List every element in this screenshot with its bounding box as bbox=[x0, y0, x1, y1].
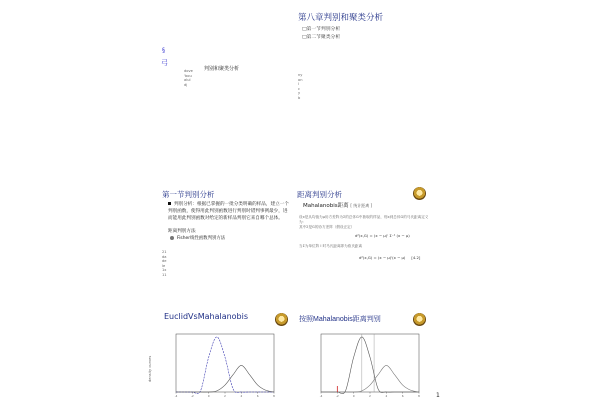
mahal-title: 按照Mahalanobis距离判别 bbox=[299, 315, 381, 323]
x-tick-label: 8 bbox=[273, 395, 275, 398]
section1-subbullet-1: Fisher线性函数判别方法 bbox=[170, 235, 225, 241]
slide-chapter bbox=[150, 5, 440, 180]
university-seal-icon bbox=[275, 313, 288, 326]
chapter-subtitle: 判别和聚类分析 bbox=[204, 66, 240, 72]
plot-frame bbox=[176, 334, 274, 392]
slide-section1 bbox=[160, 183, 290, 283]
x-tick-label: 2 bbox=[369, 395, 371, 398]
distance-paragraph-1: 设x是从均值为μ协方差阵为Σ的总体G中抽取的样品，则x到总体G的马氏距离定义为： bbox=[299, 215, 429, 224]
x-tick-label: -4 bbox=[174, 395, 178, 398]
x-tick-label: 0 bbox=[207, 395, 210, 398]
formula-2: d²(x,G) = (x − μ)'(x − μ) [4.2] bbox=[359, 255, 421, 260]
euclid-chart bbox=[168, 330, 280, 400]
university-seal-icon bbox=[413, 313, 426, 326]
square-bullet-icon bbox=[168, 202, 171, 205]
distance-title: 距离判别分析 bbox=[297, 190, 342, 199]
slide-mahal bbox=[295, 308, 435, 400]
left-tiny-col: dove 'bou alul dj bbox=[184, 69, 193, 87]
distance-paragraph-1b: 其中Σ是G的协方差阵（假设正定） bbox=[299, 225, 355, 229]
section1-title: 第一节判别分析 bbox=[162, 190, 215, 199]
series-line-2 bbox=[176, 365, 274, 392]
slide-distance bbox=[295, 183, 435, 283]
euclid-axis-label: density curves bbox=[148, 355, 152, 382]
distance-paragraph-2: 当Σ为单位阵 I 时马氏距离即为欧氏距离 bbox=[299, 244, 363, 248]
toc-item-1[interactable]: □第一节判别分析 bbox=[302, 27, 341, 32]
plot-frame bbox=[321, 334, 419, 392]
euclid-title: EuclidVsMahalanobis bbox=[164, 312, 249, 321]
section1-subheading: 距离判别方法 bbox=[168, 229, 196, 234]
right-tiny-col: ny on l c y b bbox=[298, 73, 303, 100]
toc-item-2[interactable]: □第二节聚类分析 bbox=[302, 35, 341, 40]
x-tick-label: 0 bbox=[352, 395, 355, 398]
section1-tiny-col: 21 da de le 1x 11 bbox=[162, 250, 167, 277]
x-tick-label: 4 bbox=[385, 395, 388, 398]
mahal-chart bbox=[313, 330, 425, 400]
side-mark-1: § bbox=[162, 47, 165, 54]
x-tick-label: -2 bbox=[191, 395, 194, 398]
x-tick-label: 6 bbox=[256, 395, 259, 398]
page-number: 1 bbox=[436, 392, 440, 399]
series-line-2 bbox=[321, 365, 419, 392]
x-tick-label: 8 bbox=[418, 395, 420, 398]
x-tick-label: 6 bbox=[401, 395, 404, 398]
slide-euclid bbox=[148, 308, 290, 400]
x-tick-label: 2 bbox=[224, 395, 226, 398]
chapter-title: 第八章判别和聚类分析 bbox=[298, 13, 384, 23]
x-tick-label: -4 bbox=[319, 395, 323, 398]
mahal-heading: Mahalanobis距离 [ 统计距离 ] bbox=[303, 203, 373, 209]
side-mark-2: 弓 bbox=[161, 59, 168, 67]
section1-bullet: 判别分析：根据已掌握的一批分类明确的样品，建立一个判别函数，使得用此判别函数进行判别时错判事例最少，进而能用此判别函数对给定的新样品判别它来自哪个总体。 bbox=[168, 202, 289, 221]
university-seal-icon bbox=[413, 187, 426, 200]
round-bullet-icon bbox=[170, 236, 174, 240]
x-tick-label: -2 bbox=[336, 395, 339, 398]
formula-1: d²(x,G) = (x − μ)' Σ⁻¹ (x − μ) bbox=[355, 233, 410, 238]
x-tick-label: 4 bbox=[240, 395, 243, 398]
